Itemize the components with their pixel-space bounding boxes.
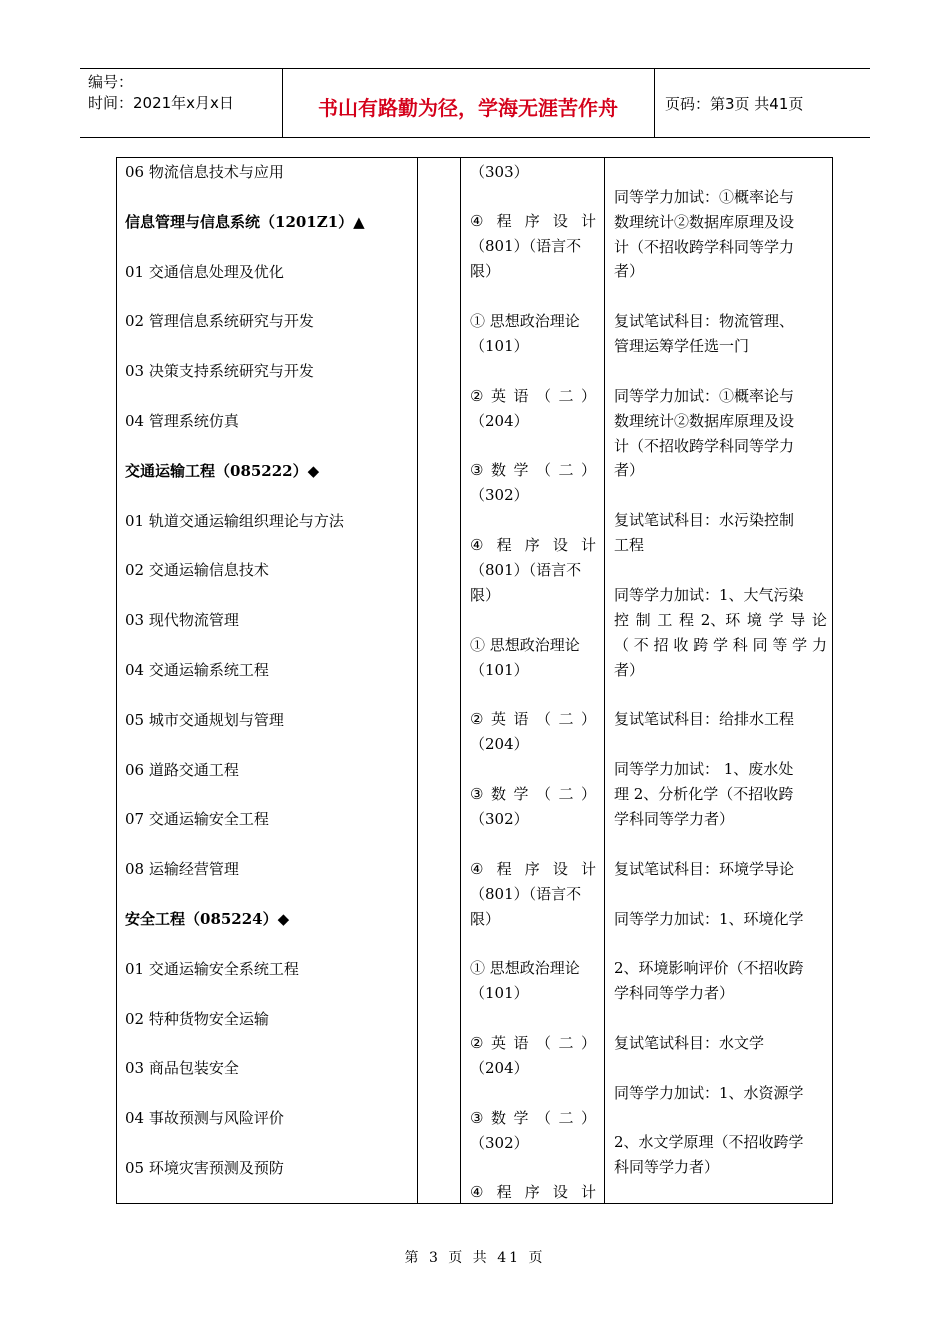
remark-line: 管理运筹学任选一门 [614,337,750,355]
remark-line: 者） [614,661,645,679]
exam-subject-line-token: 序 [524,1183,540,1201]
exam-subject-line-token: 学 [513,461,529,479]
header-info [88,72,278,114]
research-direction: 03 商品包装安全 [125,1059,239,1077]
exam-subject-line: （801）（语言不 [470,561,582,579]
remark-line: 计（不招收跨学科同等学力 [614,238,795,256]
exam-subject-line: （303） [470,163,529,181]
remark-line: 同等学力加试：1、水资源学 [614,1084,804,1102]
research-direction: 01 交通信息处理及优化 [125,263,284,281]
exam-subject-line-token: 设 [552,1183,568,1201]
exam-subject-line-token: 计 [580,1183,596,1201]
remark-line: 复试笔试科目：给排水工程 [614,710,795,728]
remark-line: 复试笔试科目：物流管理、 [614,312,795,330]
exam-subject-line [470,1106,596,1131]
exam-subject-line-token: 计 [580,212,596,230]
exam-subject-line-token: 语 [513,710,529,728]
exam-subject-line: （101） [470,337,529,355]
remark-line-token: 招 [653,636,669,654]
remark-line-token: 境 [746,611,762,629]
research-direction: 07 交通运输安全工程 [125,810,269,828]
exam-subject-line-token: ③ [470,1109,484,1127]
research-direction: 04 交通运输系统工程 [125,661,269,679]
page-footer: 第 3 页 共 41 页 [404,1250,546,1266]
remark-line: 复试笔试科目：水文学 [614,1034,765,1052]
exam-subject-line: ① 思想政治理论 [470,312,580,330]
exam-subject-line-token: （ [535,461,551,479]
remark-line-token: 导 [790,611,806,629]
major-direction-column [117,158,417,1203]
exam-subject-line-token: ） [580,461,596,479]
exam-subjects-column [461,158,604,1203]
exam-subject-line-token: ④ [470,860,484,878]
remark-line: 者） [614,461,645,479]
exam-subject-line-token: 学 [513,785,529,803]
research-direction: 01 轨道交通运输组织理论与方法 [125,512,344,530]
exam-subject-line-token: ② [470,710,484,728]
remark-line: 科同等学力者） [614,1158,720,1176]
header-time-label: 时间：2021年x月x日 [88,94,234,112]
exam-subject-line-token: （ [535,1034,551,1052]
exam-subject-line: （204） [470,1059,529,1077]
remark-line: 同等学力加试：①概率论与 [614,387,795,405]
exam-subject-line-token: 程 [496,536,512,554]
exam-subject-line-token: ④ [470,212,484,230]
exam-subject-line-token: ） [580,1109,596,1127]
exam-subject-line-token: 序 [524,860,540,878]
research-direction: 02 管理信息系统研究与开发 [125,312,314,330]
research-direction: 02 特种货物安全运输 [125,1010,269,1028]
exam-subject-line [470,857,596,882]
remark-line-token: 控 [614,611,630,629]
exam-subject-line-token: 序 [524,536,540,554]
exam-subject-line: （302） [470,1134,529,1152]
exam-subject-line-token: 设 [552,536,568,554]
remark-line: 数理统计②数据库原理及设 [614,213,795,231]
exam-subject-line-token: 程 [496,1183,512,1201]
exam-subject-line-token: 二 [558,785,574,803]
remark-line-token: 收 [673,636,689,654]
exam-subject-line-token: 序 [524,212,540,230]
enrollment-column [418,158,460,1203]
research-direction: 08 运输经营管理 [125,860,239,878]
remark-line: 2、水文学原理（不招收跨学 [614,1133,804,1151]
exam-subject-line [470,1031,596,1056]
major-heading: 安全工程（085224）◆ [125,910,290,928]
exam-subject-line [470,533,596,558]
remark-line: 学科同等学力者） [614,810,735,828]
exam-subject-line: 限） [470,262,501,280]
header-divider-2 [654,69,655,137]
exam-subject-line-token: 计 [580,860,596,878]
exam-subject-line-token: （ [535,387,551,405]
exam-subject-line: ① 思想政治理论 [470,959,580,977]
exam-subject-line-token: 设 [552,212,568,230]
exam-subject-line-token: ② [470,387,484,405]
exam-subject-line [470,782,596,807]
header-motto: 书山有路勤为径，学海无涯苦作舟 [318,95,618,120]
research-direction: 05 城市交通规划与管理 [125,711,284,729]
remark-line: 同等学力加试： 1、废水处 [614,760,794,778]
remark-line-token: 制 [635,611,651,629]
exam-subject-line-token: 二 [558,461,574,479]
exam-subject-line-token: ） [580,1034,596,1052]
remark-line-token: 2、环 [700,611,741,629]
exam-subject-line [470,707,596,732]
remark-line: 数理统计②数据库原理及设 [614,412,795,430]
remark-line-token: 等 [772,636,788,654]
research-direction: 01 交通运输安全系统工程 [125,960,299,978]
exam-subject-line-token: 学 [513,1109,529,1127]
remark-line-token: 跨 [693,636,709,654]
remark-line: 者） [614,262,645,280]
exam-subject-line-token: 程 [496,212,512,230]
research-direction: 06 道路交通工程 [125,761,239,779]
exam-subject-line: 限） [470,586,501,604]
exam-subject-line: （101） [470,661,529,679]
remark-line: 理 2、分析化学（不招收跨 [614,785,794,803]
remark-line [614,633,827,658]
exam-subject-line-token: 二 [558,1109,574,1127]
remark-line: 复试笔试科目：水污染控制 [614,511,795,529]
exam-subject-line: （801）（语言不 [470,885,582,903]
exam-subject-line-token: 数 [490,785,506,803]
exam-subject-line-token: 数 [490,1109,506,1127]
remark-line: 学科同等学力者） [614,984,735,1002]
exam-subject-line-token: 英 [490,387,506,405]
exam-subject-line: ① 思想政治理论 [470,636,580,654]
exam-subject-line-token: （ [535,710,551,728]
research-direction: 03 决策支持系统研究与开发 [125,362,314,380]
remark-line-token: 科 [732,636,748,654]
remark-line: 同等学力加试：1、大气污染 [614,586,804,604]
exam-subject-line-token: ② [470,1034,484,1052]
exam-subject-line [470,209,596,234]
remark-line: 复试笔试科目：环境学导论 [614,860,795,878]
research-direction: 06 物流信息技术与应用 [125,163,284,181]
research-direction: 05 环境灾害预测及预防 [125,1159,284,1177]
remark-line-token: 学 [768,611,784,629]
exam-subject-line-token: ） [580,710,596,728]
remark-line-token: 学 [712,636,728,654]
remark-line-token: 学 [792,636,808,654]
remark-line-token: 工 [657,611,673,629]
exam-subject-line: （101） [470,984,529,1002]
remark-line: 同等学力加试：①概率论与 [614,188,795,206]
exam-subject-line-token: （ [535,785,551,803]
page-header [80,68,870,138]
remark-line-token: （ [614,636,630,654]
remark-line: 工程 [614,536,645,554]
exam-subject-line-token: 数 [490,461,506,479]
remark-line-token: 不 [633,636,649,654]
remark-line-token: 同 [752,636,768,654]
exam-subject-line-token: 二 [558,387,574,405]
exam-subject-line-token: 二 [558,710,574,728]
remarks-column [605,158,834,1203]
remark-line [614,608,827,633]
exam-subject-line-token: ） [580,785,596,803]
exam-subject-line-token: 二 [558,1034,574,1052]
exam-subject-line [470,458,596,483]
exam-subject-line: 限） [470,910,501,928]
exam-subject-line-token: ③ [470,785,484,803]
research-direction: 04 管理系统仿真 [125,412,239,430]
exam-subject-line-token: ④ [470,1183,484,1201]
exam-subject-line-token: 语 [513,387,529,405]
remark-line: 同等学力加试：1、环境化学 [614,910,804,928]
exam-subject-line-token: 计 [580,536,596,554]
research-direction: 04 事故预测与风险评价 [125,1109,284,1127]
exam-subject-line: （801）（语言不 [470,237,582,255]
remark-line-token: 力 [811,636,827,654]
research-direction: 02 交通运输信息技术 [125,561,269,579]
header-number-label: 编号： [88,73,134,91]
remark-line-token: 论 [811,611,827,629]
exam-subject-line-token: ③ [470,461,484,479]
exam-subject-line: （302） [470,486,529,504]
major-heading: 信息管理与信息系统（1201Z1）▲ [125,213,365,231]
exam-subject-line-token: （ [535,1109,551,1127]
major-heading: 交通运输工程（085222）◆ [125,462,320,480]
exam-subject-line-token: 英 [490,1034,506,1052]
exam-subject-line: （204） [470,412,529,430]
remark-line: 2、环境影响评价（不招收跨 [614,959,804,977]
exam-subject-line-token: 英 [490,710,506,728]
program-table [116,157,833,1204]
exam-subject-line-token: 语 [513,1034,529,1052]
exam-subject-line-token: 设 [552,860,568,878]
research-direction: 03 现代物流管理 [125,611,239,629]
header-page-label: 页码：第3页 共41页 [665,94,804,113]
remark-line: 计（不招收跨学科同等学力 [614,437,795,455]
exam-subject-line: （204） [470,735,529,753]
exam-subject-line-token: ） [580,387,596,405]
exam-subject-line [470,1180,596,1205]
remark-line-token: 程 [679,611,695,629]
exam-subject-line-token: ④ [470,536,484,554]
exam-subject-line-token: 程 [496,860,512,878]
exam-subject-line [470,384,596,409]
exam-subject-line: （302） [470,810,529,828]
